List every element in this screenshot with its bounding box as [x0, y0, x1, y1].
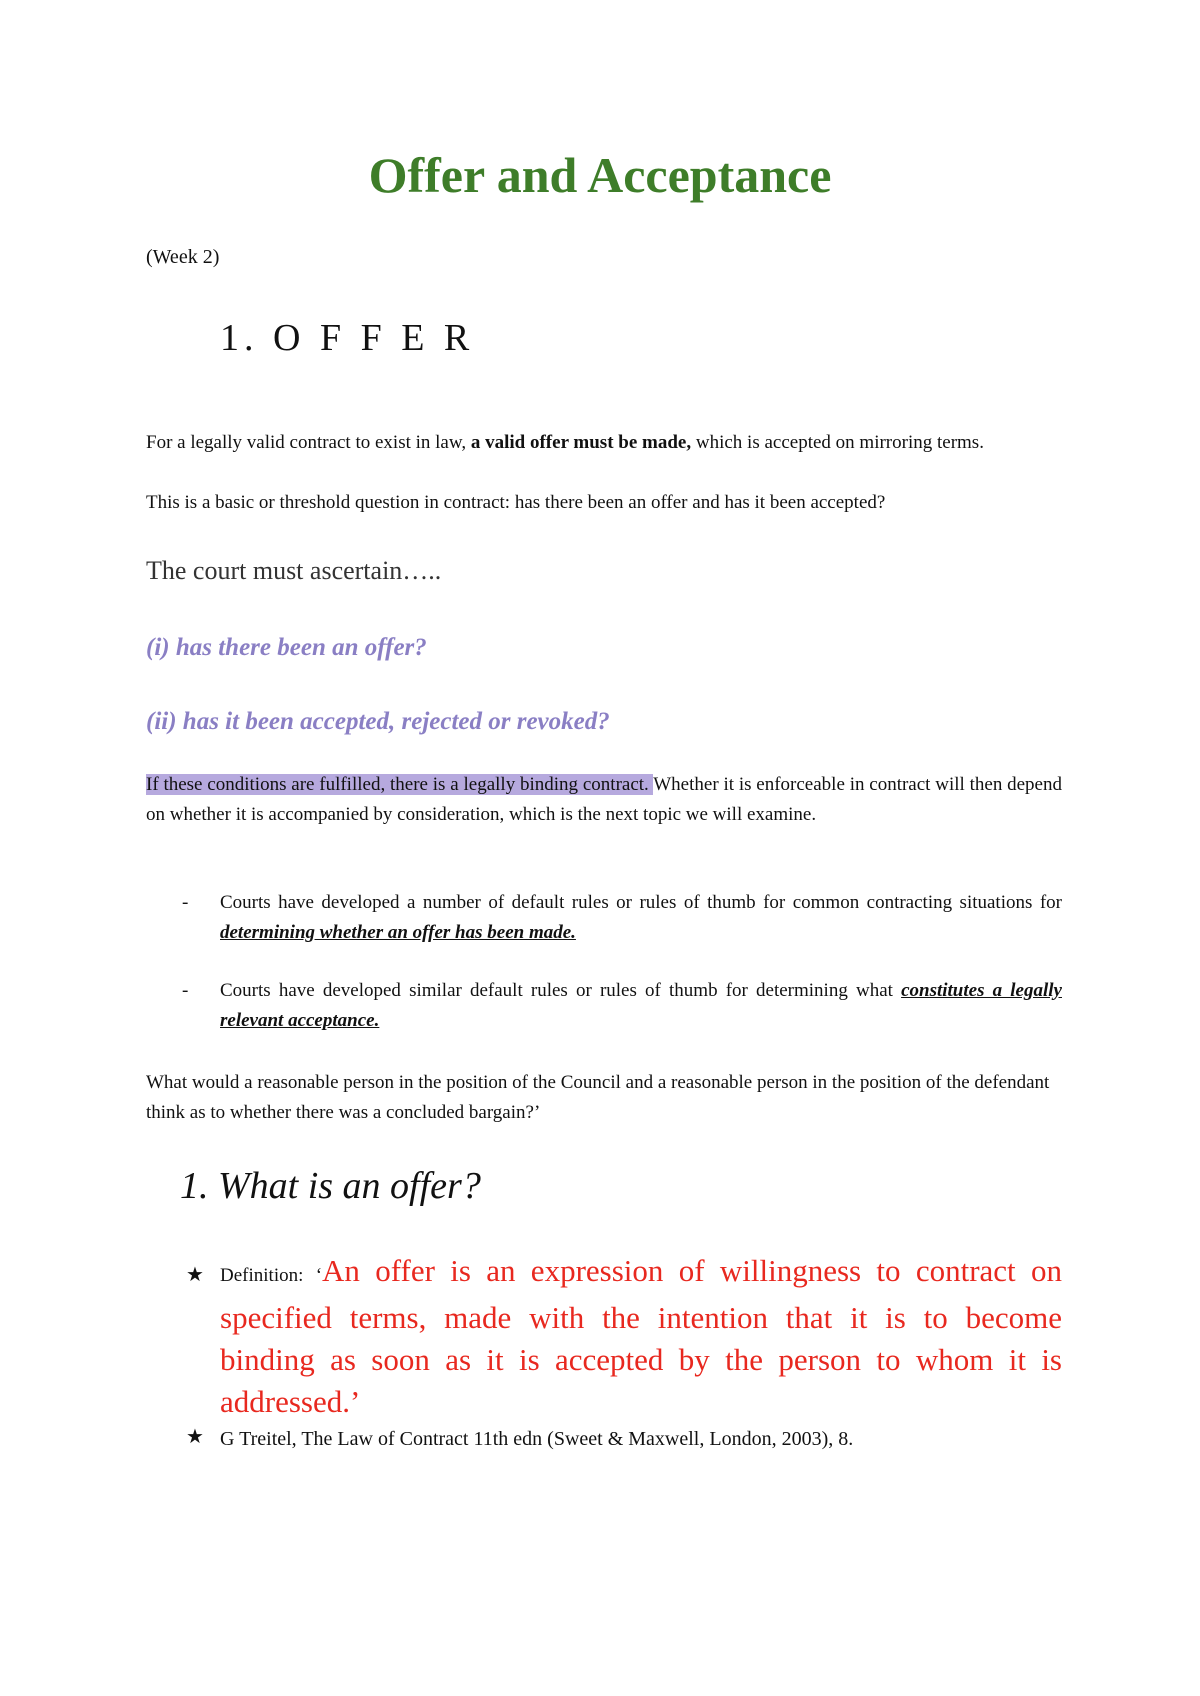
dash-item-body: Courts have developed a number of default rules or rules of thumb for common contracting situations for: [220, 892, 1062, 913]
highlighted-text: If these conditions are fulfilled, there is a legally binding contract.: [146, 774, 654, 795]
definition-text: [220, 1250, 1062, 1423]
dash-item-emphasis: constitutes a legally relevant acceptance.: [220, 980, 1062, 1031]
what-is-an-offer-heading: 1. What is an offer?: [180, 1165, 481, 1207]
section-heading-offer: 1. O F F E R: [220, 317, 475, 359]
intro-bold-text: a valid offer must be made,: [470, 432, 692, 453]
intro-text-end: which is accepted on mirroring terms.: [691, 432, 984, 453]
dash-item-text: [220, 888, 1062, 948]
intro-text-start: For a legally valid contract to exist in law,: [146, 432, 471, 453]
conditions-paragraph: [146, 770, 1062, 830]
definition-quote: An offer is an expression of willingness to contract on specified terms, made with the intention that it is to become binding as soon as it is accepted by the person to whom it is addressed.’: [220, 1253, 1062, 1419]
threshold-question-paragraph: This is a basic or threshold question in contract: has there been an offer and has it been accepted?: [146, 492, 886, 513]
question-offer: (i) has there been an offer?: [146, 634, 427, 661]
reasonable-person-paragraph: What would a reasonable person in the position of the Council and a reasonable person in the position of the defendant think as to whether there was a concluded bargain?’: [146, 1072, 1050, 1123]
citation-text: G Treitel, The Law of Contract 11th edn (Sweet & Maxwell, London, 2003), 8.: [220, 1428, 854, 1450]
dash-marker: -: [182, 892, 189, 913]
dash-marker: -: [182, 980, 189, 1001]
dash-item-body: Courts have developed similar default rules or rules of thumb for determining what: [220, 980, 902, 1001]
dash-item-text: [220, 976, 1062, 1036]
question-accepted: (ii) has it been accepted, rejected or revoked?: [146, 708, 610, 735]
week-label: (Week 2): [146, 246, 220, 268]
dash-item-emphasis: determining whether an offer has been made.: [220, 922, 576, 943]
document-title: Offer and Acceptance: [368, 147, 832, 203]
court-heading: The court must ascertain…..: [146, 556, 442, 585]
definition-label: Definition: ‘: [220, 1265, 323, 1286]
conditions-text: Whether it is enforceable in contract will then depend on whether it is accompanied by consideration, which is the next topic we will examine.: [146, 774, 1062, 825]
intro-paragraph: [146, 428, 1062, 458]
star-icon: ★: [186, 1424, 204, 1448]
star-icon: ★: [186, 1262, 204, 1286]
